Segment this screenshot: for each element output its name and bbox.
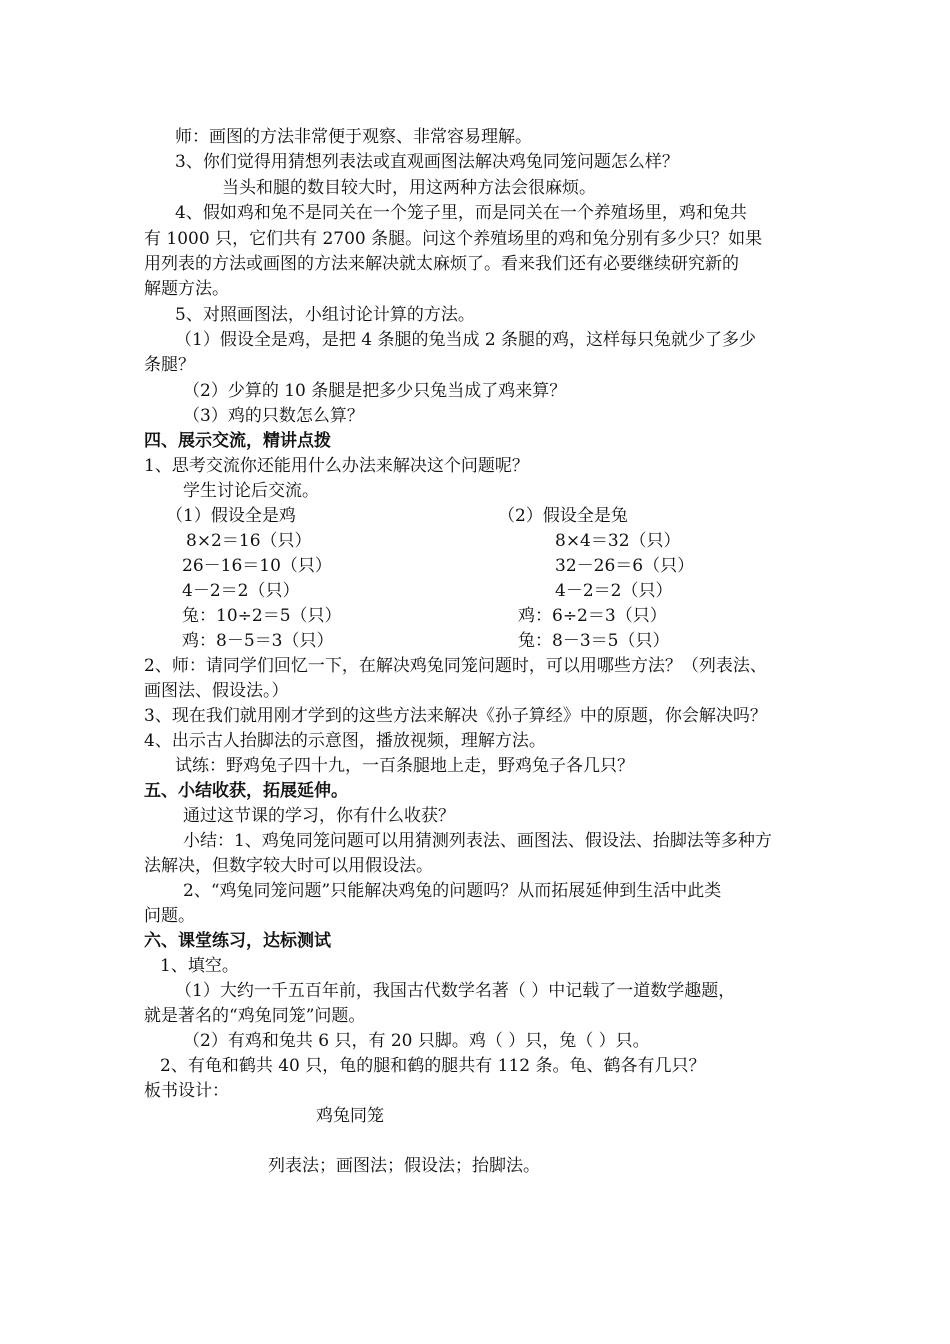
paragraph-line: 小结：1、鸡兔同笼问题可以用猜测列表法、画图法、假设法、抬脚法等多种方 xyxy=(183,831,772,851)
paragraph-line: 板书设计： xyxy=(144,1081,229,1101)
method-step-left: 兔：10÷2＝5（只） xyxy=(182,606,342,626)
section-heading: 四、展示交流，精讲点拨 xyxy=(144,431,331,451)
paragraph-line: 师：画图的方法非常便于观察、非常容易理解。 xyxy=(175,127,532,147)
paragraph-line: 2、师：请同学们回忆一下，在解决鸡兔同笼问题时，可以用哪些方法？（列表法、 xyxy=(144,656,767,676)
method-heading-right: （2）假设全是兔 xyxy=(498,506,628,526)
method-step-right: 4－2＝2（只） xyxy=(555,581,673,601)
method-step-left: 26－16＝10（只） xyxy=(182,556,332,576)
paragraph-line: 画图法、假设法。） xyxy=(144,681,289,701)
paragraph-line: 解题方法。 xyxy=(144,279,229,299)
paragraph-line: 有 1000 只，它们共有 2700 条腿。问这个养殖场里的鸡和兔分别有多少只？如果 xyxy=(144,229,763,249)
paragraph-line: 4、假如鸡和兔不是同关在一个笼子里，而是同关在一个养殖场里，鸡和兔共 xyxy=(175,203,747,223)
paragraph-line: 法解决，但数字较大时可以用假设法。 xyxy=(144,856,433,876)
paragraph-line: 1、填空。 xyxy=(160,956,239,976)
paragraph-line: 3、你们觉得用猜想列表法或直观画图法解决鸡兔同笼问题怎么样？ xyxy=(175,152,679,172)
method-step-left: 4－2＝2（只） xyxy=(182,581,300,601)
method-step-right: 鸡：6÷2＝3（只） xyxy=(518,606,667,626)
paragraph-line: 2、有龟和鹤共 40 只，龟的腿和鹤的腿共有 112 条。龟、鹤各有几只？ xyxy=(160,1056,706,1076)
method-step-left: 鸡：8－5＝3（只） xyxy=(182,631,334,651)
paragraph-line: 3、现在我们就用刚才学到的这些方法来解决《孙子算经》中的原题，你会解决吗？ xyxy=(144,706,767,726)
paragraph-line: 4、出示古人抬脚法的示意图，播放视频，理解方法。 xyxy=(144,731,546,751)
paragraph-line: 2、“鸡兔同笼问题”只能解决鸡兔的问题吗？从而拓展延伸到生活中此类 xyxy=(183,881,722,901)
paragraph-line: 通过这节课的学习，你有什么收获？ xyxy=(183,806,455,826)
section-heading: 六、课堂练习，达标测试 xyxy=(144,931,331,951)
paragraph-line: （2）有鸡和兔共 6 只，有 20 只脚。鸡（ ）只，兔（ ）只。 xyxy=(183,1031,650,1051)
paragraph-line: （1）大约一千五百年前，我国古代数学名著（ ）中记载了一道数学趣题， xyxy=(175,981,736,1001)
paragraph-line: （3）鸡的只数怎么算？ xyxy=(183,406,364,426)
paragraph-line: （1）假设全是鸡，是把 4 条腿的兔当成 2 条腿的鸡，这样每只兔就少了多少 xyxy=(175,330,757,350)
method-step-left: 8×2＝16（只） xyxy=(186,531,312,551)
paragraph-line: （2）少算的 10 条腿是把多少只兔当成了鸡来算？ xyxy=(183,381,567,401)
board-methods: 列表法；画图法；假设法；抬脚法。 xyxy=(268,1156,540,1176)
paragraph-line: 当头和腿的数目较大时，用这两种方法会很麻烦。 xyxy=(222,178,596,198)
method-step-right: 兔：8－3＝5（只） xyxy=(518,631,670,651)
section-heading: 五、小结收获，拓展延伸。 xyxy=(144,781,348,801)
paragraph-line: 用列表的方法或画图的方法来解决就太麻烦了。看来我们还有必要继续研究新的 xyxy=(144,254,739,274)
paragraph-line: 就是著名的“鸡兔同笼”问题。 xyxy=(144,1006,366,1026)
paragraph-line: 学生讨论后交流。 xyxy=(183,481,319,501)
board-title: 鸡兔同笼 xyxy=(316,1106,384,1126)
paragraph-line: 1、思考交流你还能用什么办法来解决这个问题呢？ xyxy=(144,456,529,476)
method-heading-left: （1）假设全是鸡 xyxy=(166,506,296,526)
method-step-right: 32－26＝6（只） xyxy=(555,556,695,576)
paragraph-line: 问题。 xyxy=(144,906,195,926)
paragraph-line: 5、对照画图法，小组讨论计算的方法。 xyxy=(175,305,475,325)
method-step-right: 8×4＝32（只） xyxy=(555,531,681,551)
paragraph-line: 试练：野鸡兔子四十九，一百条腿地上走，野鸡兔子各几只？ xyxy=(175,756,634,776)
paragraph-line: 条腿？ xyxy=(144,355,195,375)
